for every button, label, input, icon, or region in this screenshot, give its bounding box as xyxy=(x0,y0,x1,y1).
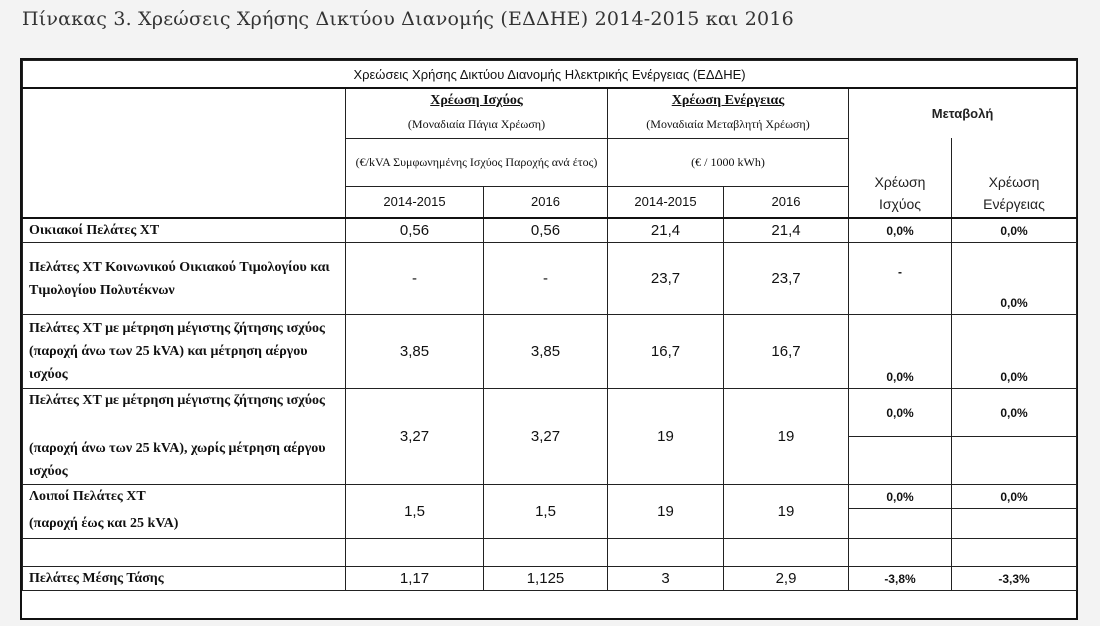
energy-2014-value: 19 xyxy=(608,485,724,539)
row-label: Πελάτες Μέσης Τάσης xyxy=(23,567,346,591)
change-energy-value: 0,0% xyxy=(952,218,1077,243)
row-label: Πελάτες ΧΤ Κοινωνικού Οικιακού Τιμολογίου και Τιμολογίου Πολυτέκνων xyxy=(23,243,346,315)
empty-cell xyxy=(849,539,952,567)
power-2016-value: - xyxy=(484,243,608,315)
row-label: Λοιποί Πελάτες ΧΤ xyxy=(23,485,346,509)
power-charge-unit: (€/kVA Συμφωνημένης Ισχύος Παροχής ανά έτος) xyxy=(346,138,608,186)
year-header-energy-2016: 2016 xyxy=(724,186,849,218)
empty-cell xyxy=(952,437,1077,485)
change-power-value: -3,8% xyxy=(849,567,952,591)
table-row xyxy=(23,485,1077,509)
energy-2016-value: 19 xyxy=(724,485,849,539)
energy-charge-subtitle: (Μοναδιαία Μεταβλητή Χρέωση) xyxy=(608,112,849,138)
table-caption: Πίνακας 3. Χρεώσεις Χρήσης Δικτύου Διανομής (ΕΔΔΗΕ) 2014-2015 και 2016 xyxy=(22,8,794,30)
energy-charge-header: Χρέωση Ενέργειας xyxy=(608,88,849,112)
header-empty-cell xyxy=(23,88,346,218)
change-power-value: 0,0% xyxy=(849,315,952,389)
change-energy-value: -3,3% xyxy=(952,567,1077,591)
power-charge-subtitle: (Μοναδιαία Πάγια Χρέωση) xyxy=(346,112,608,138)
table-row xyxy=(23,567,1077,591)
table-row xyxy=(23,389,1077,437)
energy-2014-value: 16,7 xyxy=(608,315,724,389)
power-2014-value: 1,5 xyxy=(346,485,484,539)
change-header: Μεταβολή xyxy=(849,88,1077,138)
empty-cell xyxy=(23,539,346,567)
change-energy-col-header: Χρέωση Ενέργειας xyxy=(952,138,1077,218)
power-charge-header: Χρέωση Ισχύος xyxy=(346,88,608,112)
power-2014-value: - xyxy=(346,243,484,315)
empty-cell xyxy=(608,539,724,567)
power-2016-value: 1,5 xyxy=(484,485,608,539)
power-2016-value: 3,27 xyxy=(484,389,608,485)
change-power-value: 0,0% xyxy=(849,389,952,437)
change-power-value: - xyxy=(849,243,952,315)
energy-2016-value: 23,7 xyxy=(724,243,849,315)
power-2014-value: 1,17 xyxy=(346,567,484,591)
empty-cell xyxy=(724,539,849,567)
row-label: Οικιακοί Πελάτες ΧΤ xyxy=(23,218,346,243)
power-2014-value: 0,56 xyxy=(346,218,484,243)
power-2016-value: 3,85 xyxy=(484,315,608,389)
energy-2016-value: 21,4 xyxy=(724,218,849,243)
charges-table-frame xyxy=(20,58,1078,620)
energy-2016-value: 2,9 xyxy=(724,567,849,591)
empty-cell xyxy=(484,539,608,567)
year-header-power-2016: 2016 xyxy=(484,186,608,218)
empty-cell xyxy=(952,539,1077,567)
table-row xyxy=(23,218,1077,243)
charges-table xyxy=(22,60,1077,591)
table-row xyxy=(23,315,1077,389)
power-2014-value: 3,85 xyxy=(346,315,484,389)
change-power-value: 0,0% xyxy=(849,485,952,509)
energy-2014-value: 3 xyxy=(608,567,724,591)
change-energy-value: 0,0% xyxy=(952,243,1077,315)
change-energy-value: 0,0% xyxy=(952,389,1077,437)
energy-2016-value: 19 xyxy=(724,389,849,485)
row-label: Πελάτες ΧΤ με μέτρηση μέγιστης ζήτησης ισχύος (παροχή άνω των 25 kVA) και μέτρηση αέργου ισχύος xyxy=(23,315,346,389)
empty-cell xyxy=(346,539,484,567)
energy-2014-value: 21,4 xyxy=(608,218,724,243)
energy-charge-unit: (€ / 1000 kWh) xyxy=(608,138,849,186)
year-header-power-2014: 2014-2015 xyxy=(346,186,484,218)
energy-2016-value: 16,7 xyxy=(724,315,849,389)
table-row xyxy=(23,243,1077,315)
energy-2014-value: 23,7 xyxy=(608,243,724,315)
row-label-continued: (παροχή έως και 25 kVA) xyxy=(23,509,346,539)
power-2016-value: 0,56 xyxy=(484,218,608,243)
change-power-value: 0,0% xyxy=(849,218,952,243)
change-power-col-header: Χρέωση Ισχύος xyxy=(849,138,952,218)
row-label: Πελάτες ΧΤ με μέτρηση μέγιστης ζήτησης ισχύος xyxy=(23,389,346,437)
energy-2014-value: 19 xyxy=(608,389,724,485)
row-label-continued: (παροχή άνω των 25 kVA), χωρίς μέτρηση αέργου ισχύος xyxy=(23,437,346,485)
change-energy-value: 0,0% xyxy=(952,315,1077,389)
year-header-energy-2014: 2014-2015 xyxy=(608,186,724,218)
power-2014-value: 3,27 xyxy=(346,389,484,485)
empty-cell xyxy=(849,437,952,485)
empty-cell xyxy=(849,509,952,539)
power-2016-value: 1,125 xyxy=(484,567,608,591)
empty-cell xyxy=(952,509,1077,539)
change-energy-value: 0,0% xyxy=(952,485,1077,509)
table-title: Χρεώσεις Χρήσης Δικτύου Διανομής Ηλεκτρικής Ενέργειας (ΕΔΔΗΕ) xyxy=(23,61,1077,89)
